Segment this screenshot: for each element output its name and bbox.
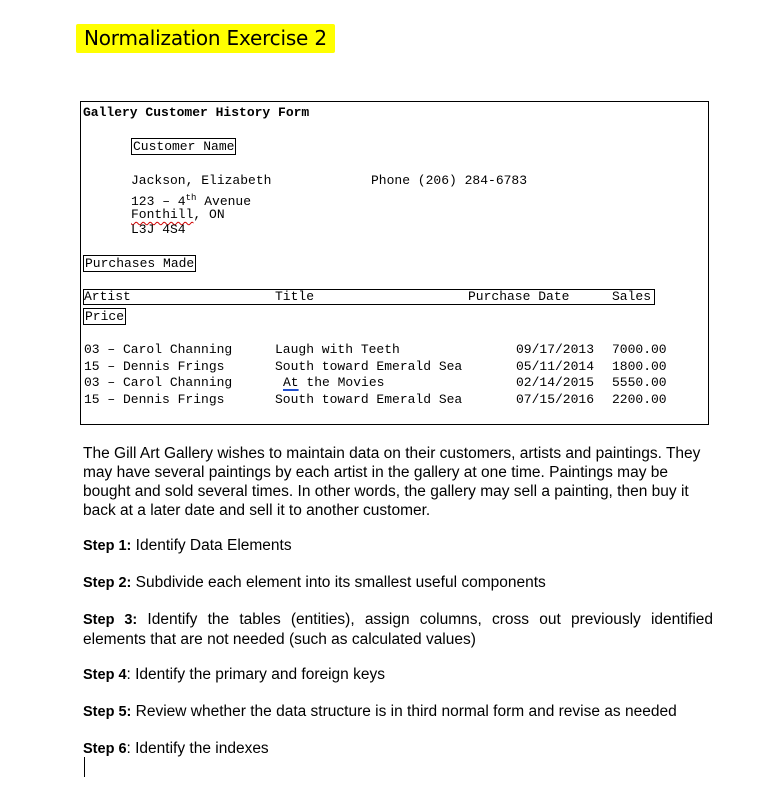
row-date: 09/17/2013 [516, 342, 595, 357]
customer-name-label: Customer Name [133, 139, 235, 154]
intro-paragraph: The Gill Art Gallery wishes to maintain data on their customers, artists and paintings. They may have several paintings by each artist in the gallery at one time. Paintings may be bought and sold several times. In other words, the gallery may sell a painting, then buy it back at a later date and sell it to another customer. [83, 445, 701, 519]
row-title: At the Movies [283, 375, 385, 390]
step-5: Step 5: Review whether the data structure is in third normal form and revise as needed [83, 703, 677, 720]
title-highlight [76, 24, 335, 53]
page-title: Normalization Exercise 2 [84, 26, 327, 50]
row-price: 1800.00 [612, 359, 667, 374]
row-artist: 15 – Dennis Frings [84, 392, 225, 407]
row-price: 5550.00 [612, 375, 667, 390]
step-1: Step 1: Identify Data Elements [83, 537, 292, 554]
row-artist: 03 – Carol Channing [84, 342, 233, 357]
row-date: 07/15/2016 [516, 392, 595, 407]
row-title: Laugh with Teeth [275, 342, 400, 357]
col-artist: Artist [84, 289, 131, 304]
step-4: Step 4: Identify the primary and foreign keys [83, 666, 385, 683]
text-cursor[interactable] [84, 757, 85, 777]
customer-name: Jackson, Elizabeth [131, 173, 272, 188]
customer-history-form [80, 101, 709, 425]
row-date: 02/14/2015 [516, 375, 595, 390]
step-6: Step 6: Identify the indexes [83, 740, 269, 757]
row-date: 05/11/2014 [516, 359, 595, 374]
row-title: South toward Emerald Sea [275, 359, 463, 374]
row-artist: 15 – Dennis Frings [84, 359, 225, 374]
step-2: Step 2: Subdivide each element into its smallest useful components [83, 574, 546, 591]
row-title: South toward Emerald Sea [275, 392, 463, 407]
form-heading: Gallery Customer History Form [83, 105, 310, 120]
col-title: Title [275, 289, 315, 304]
city: Fonthill [131, 207, 194, 222]
customer-postal: L3J 4S4 [131, 222, 186, 237]
purchases-made-label: Purchases Made [85, 256, 195, 271]
row-artist: 03 – Carol Channing [84, 375, 233, 390]
customer-address-line2: Fonthill, ON [131, 207, 225, 222]
row-price: 7000.00 [612, 342, 667, 357]
customer-address-line1: 123 – 4th Avenue [131, 193, 252, 209]
row-price: 2200.00 [612, 392, 667, 407]
step-3: Step 3: Identify the tables (entities), assign columns, cross out previously identified elements that are not needed (such as calculated values) [83, 611, 714, 648]
col-price: Price [85, 309, 125, 324]
customer-phone: Phone (206) 284-6783 [371, 173, 528, 188]
col-sales: Sales [612, 289, 652, 304]
col-purchase-date: Purchase Date [468, 289, 570, 304]
